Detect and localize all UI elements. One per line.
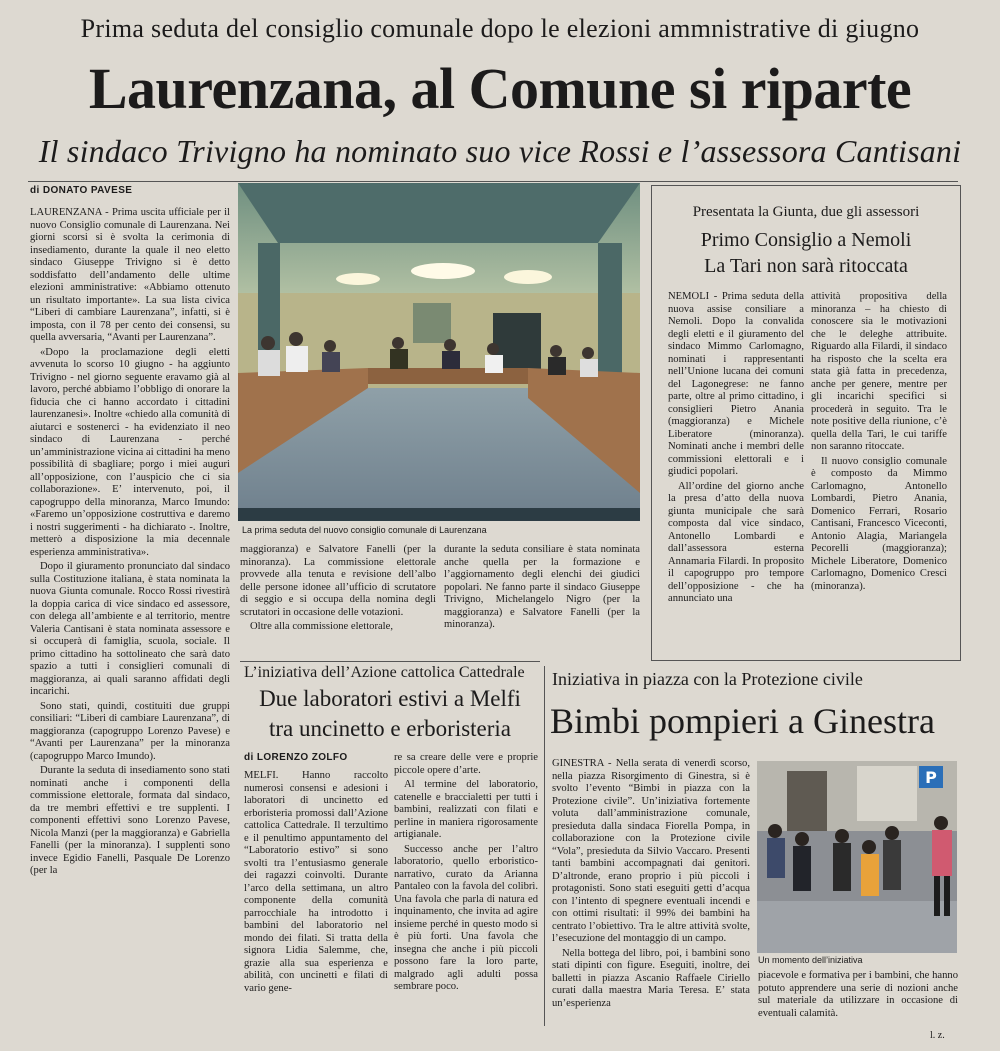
nemoli-column-1 xyxy=(668,291,804,649)
main-col2-para-2: Oltre alla commissione elettorale, xyxy=(250,621,393,632)
main-subheadline: Il sindaco Trivigno ha nominato suo vice Rossi e l’assessora Cantisani xyxy=(38,133,962,169)
ginestra-photo xyxy=(757,761,957,953)
nemoli-column-2 xyxy=(811,291,947,649)
nemoli-kicker: Presentata la Giunta, due gli assessori xyxy=(692,204,920,220)
ginestra-column-1 xyxy=(552,758,750,1028)
main-column-3 xyxy=(444,544,640,634)
ginestra-photo-caption: Un momento dell’iniziativa xyxy=(758,955,863,965)
nemoli-para-2: All’ordine del giorno anche la presa d’atto della nuova giunta municipale che sarà composta dal vice sindaco, Antonello Lombardi e dall’assessora esterna Annamaria Filardi. In proposito il capogruppo pro tempore dell’opposizione - che ha annunciato una xyxy=(668,480,804,604)
main-kicker: Prima seduta del consiglio comunale dopo le elezioni ammnistrative di giugno xyxy=(80,14,920,43)
column-divider xyxy=(544,666,545,1026)
ginestra-para-1: GINESTRA - Nella serata di venerdì scorso, nella piazza Risorgimento di Ginestra, si è svolto l’evento “Bimbi in piazza con la Protezione civile”. Un’iniziativa fortemente voluta dall’amministrazione comunale, presieduta dalla sindaca Fiorella Pompa, in collaborazione con la Protezione civile “Vola”, presieduta da Silvio Vaccaro. Presenti tanti bambini accompagnati dai genitori. D’altronde, erano proprio i più piccoli i protagonisti. Sono stati eseguiti getti d’acqua con l’intento di spegnere eventuali incendi e con ottimi risultati: il 99% dei bambini ha centrato l’obiettivo. Tra le altre attività svolte, l’esecuzione del montaggio di un campo. xyxy=(552,758,750,944)
header-rule xyxy=(28,181,958,182)
main-headline: Laurenzana, al Comune si riparte xyxy=(88,56,912,121)
main-col3-para-1: durante la seduta consiliare è stata nominata anche quella per la formazione e l’aggiornamento degli elenchi dei giudici popolari. Ne fanno parte il sindaco Giuseppe Trivigno, Michelangelo Nigro (per la maggioranza) e Salvatore Fanelli (per la minoranza). xyxy=(444,544,640,630)
nemoli-col2-para-1: attività propositiva della minoranza – ha chiesto di conoscere sia le motivazioni che le deleghe attribuite. Riguardo alla Filardi, il sindaco ha risposto che la scelta era stata già fatta in precedenza, anche per genere, mentre per gli incarichi specifici si procederà in seguito. Tra le note positive della riunione, c’è quella della Tari, le cui tariffe non saranno ritoccate. xyxy=(811,291,947,452)
main-para-3: Dopo il giuramento pronunciato dal sindaco sulla Costituzione italiana, è stata nominata la nuova Giunta comunale. Rocco Rossi rivestirà la doppia carica di vice sindaco ed assessore, con delega all’ambiente e al territorio, mentre Valeria Cantisani è stata nominata assessore e si occuperà di famiglia, scuola, sociale. Il primo cittadino ha sottolineato che sarà dato spazio a tutti i consiglieri comunali di maggioranza, ai quali saranno affidati degli incarichi. xyxy=(30,561,230,697)
ginestra-column-2 xyxy=(758,970,958,1022)
ginestra-col2-para-1: piacevole e formativa per i bambini, che hanno potuto apprendere una serie di nozioni anche sul materiale da utilizzare in occasione di eventuali calamità. xyxy=(758,970,958,1019)
melfi-headline-1: Due laboratori estivi a Melfi xyxy=(259,686,521,711)
parking-sign: P xyxy=(925,768,937,787)
nemoli-headline-2: La Tari non sarà ritoccata xyxy=(704,255,908,277)
ginestra-para-2: Nella bottega del libro, poi, i bambini sono stati dipinti con figure. Eseguiti, inoltre, dei balletti in piazza Ascanio Raffaele Ciriello curati dalla maestra Maria Teresa. E’ stata un’esperienza xyxy=(552,947,750,1009)
melfi-col2-para-1: re sa creare delle vere e proprie piccole opere d’arte. xyxy=(394,752,538,776)
main-col2-para-1: maggioranza) e Salvatore Fanelli (per la minoranza). La commissione elettorale provvede alla tenuta e revisione dell’albo delle persone idonee all’ufficio di scrutatore di seggio e si occupa della nomina degli scrutatori in occasione delle votazioni. xyxy=(240,544,436,618)
main-para-5: Durante la seduta di insediamento sono stati nominati anche i componenti della commissione elettorale, formata dal sindaco, da tre membri effettivi e tre supplenti. I componenti effettivi sono Lorenzo Pavese, Nicola Manzi (per la maggioranza) e Gabriella Fanelli (per la minoranza). I supplenti sono invece Egidio Fanelli, Pasquale De Lorenzo (per la xyxy=(30,765,230,876)
main-para-1: LAURENZANA - Prima uscita ufficiale per il nuovo Consiglio comunale di Laurenzana. Nei giorni scorsi si è svolta la cerimonia di insediamento, durante la quale il neo eletto sindaco Giuseppe Trivigno si è detto soddisfatto dell’andamento delle ultime elezioni amministrative: «Abbiamo ottenuto un risultato importante». La sua lista civica “Liberi di cambiare Laurenzana”, infatti, si è imposta, con il 78 per cento dei consensi, su quella avversaria, “Avanti per Laurenzana”. xyxy=(30,207,230,343)
ginestra-signature: l. z. xyxy=(930,1030,945,1041)
nemoli-para-1: NEMOLI - Prima seduta della nuova assise consiliare a Nemoli. Dopo la convalida degli eletti e il giuramento del sindaco Mimmo Carlomagno, nominati i rappresentanti nell’Unione lucana dei comuni del Lagonegrese: ne fanno parte, oltre al primo cittadino, i consiglieri Pietro Anania (maggioranza) e Michele Liberatore (minoranza). Nominati anche i membri delle commissioni elettorali e i giudici popolari. xyxy=(668,291,804,477)
melfi-rule xyxy=(240,661,540,662)
nemoli-col2-para-2: Il nuovo consiglio comunale è composto da Mimmo Carlomagno, Antonello Lombardi, Pietro Anania, Domenico Ferrari, Rosario Cantisani, Francesco Viceconti, Antonio Alagia, Mariangela Pecorelli (maggioranza); Michele Liberatore, Domenico Carlomagno, Domenico Cresci (minoranza). xyxy=(811,455,947,592)
ginestra-headline: Bimbi pompieri a Ginestra xyxy=(550,701,935,741)
melfi-col2-para-2: Al termine del laboratorio, catenelle e braccialetti per tutti i bambini, realizzati con filati e perline in maniera rigorosamente artigianale. xyxy=(394,779,538,840)
nemoli-headline-1: Primo Consiglio a Nemoli xyxy=(700,229,912,251)
main-para-4: Sono stati, quindi, costituiti due gruppi consiliari: “Liberi di cambiare Laurenzana”, di maggioranza (capogruppo Lorenzo Pavese) e “Avanti per Laurenzana” per la minoranza (capogruppo Marco Imundo). xyxy=(30,700,230,762)
melfi-kicker: L’iniziativa dell’Azione cattolica Cattedrale xyxy=(244,664,525,681)
melfi-para-1: MELFI. Hanno raccolto numerosi consensi e adesioni i laboratori di uncinetto ed erboristeria promossi dall’Azione cattolica Cattedrale. Il terzultimo e il penultimo appuntamento del “Laboratorio estivo” si sono svolti tra l’entusiasmo generale dei ragazzi coinvolti. Durante l’arco della settimana, un altro componente della comunità parrocchiale ha introdotto i bambini del laboratorio nel mondo dei filati. Si tratta della signora Lidia Salemme, che, grazie alla sua esperienza e abilità, con uncinetti e filati di vario gene- xyxy=(244,770,388,994)
melfi-headline xyxy=(240,684,540,744)
council-photo xyxy=(238,183,640,521)
main-byline: di DONATO PAVESE xyxy=(30,185,133,196)
main-column-2 xyxy=(240,544,436,636)
ginestra-kicker: Iniziativa in piazza con la Protezione civile xyxy=(552,669,863,689)
melfi-column-2 xyxy=(394,752,538,1020)
council-photo-caption: La prima seduta del nuovo consiglio comunale di Laurenzana xyxy=(242,525,487,535)
melfi-col2-para-3: Successo anche per l’altro laboratorio, quello erboristico-narrativo, curato da Arianna Pantaleo con la favola del colibrì. Una favola che parla di natura ed inquinamento, che invita ad agire insieme perché in questo modo si è più forti. Una favola che insegna che anche i più piccoli possono fare la loro parte, malgrado agli adulti possa sembrare poco. xyxy=(394,843,538,992)
melfi-headline-2: tra uncinetto e erboristeria xyxy=(268,716,512,741)
main-para-2: «Dopo la proclamazione degli eletti avvenuta lo scorso 10 giugno - ha aggiunto Trivigno - nel giorno seguente eravamo già al lavoro, perché abbiamo l’obbligo di onorare la fiducia che ci hanno accordato i cittadini laurenzanesi». Inoltre «chiedo alla comunità di aiutarci e sostenerci - ha evidenziato il neo sindaco di Laurenzana - perché un’amministrazione vicina ai cittadini ha meno possibilità di sbagliare; porgo i miei auguri all’opposizione, con l’auspicio che ci sia collaborazione». E’ intervenuto, poi, il capogruppo della minoranza, Marco Imundo: «Faremo un’opposizione costruttiva e daremo i nostri suggerimenti - ha dichiarato -. Inoltre, metterò a disposizione la mia decennale esperienza amministrativa». xyxy=(30,346,230,558)
main-column-1 xyxy=(30,207,230,1017)
melfi-byline: di LORENZO ZOLFO xyxy=(244,752,348,763)
melfi-column-1 xyxy=(244,770,388,1020)
